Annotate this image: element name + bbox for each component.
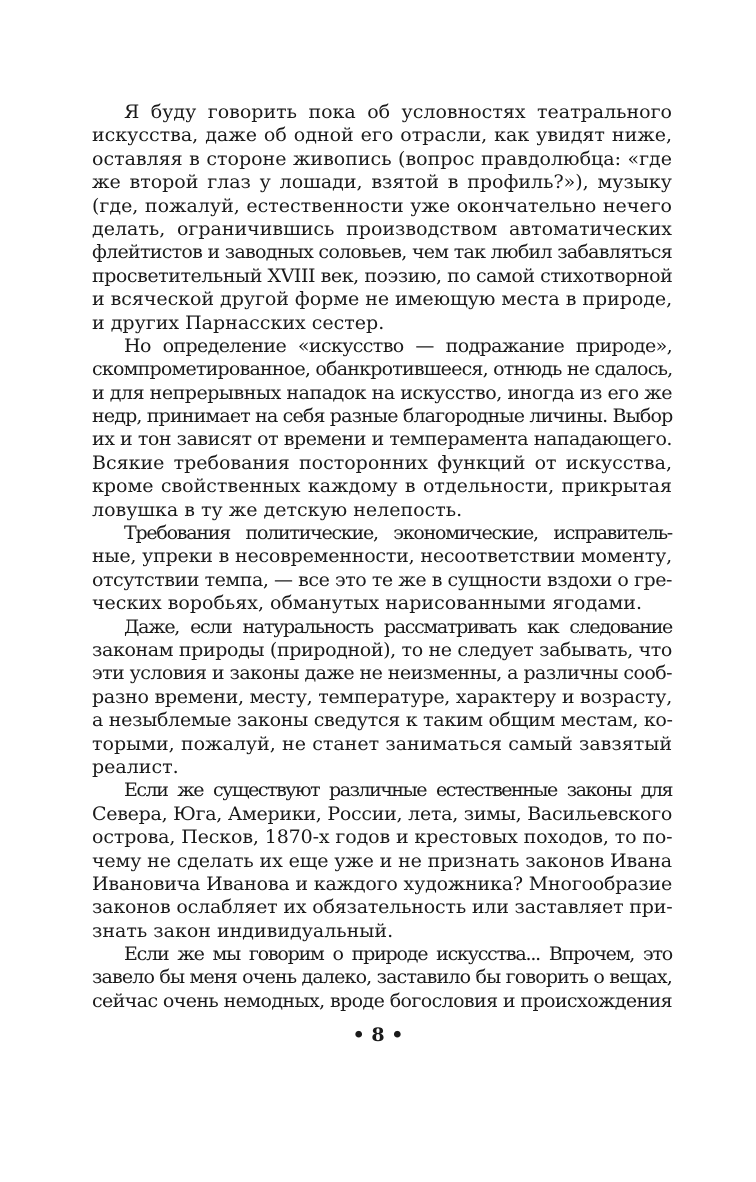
text-line: эти условия и законы даже не неизменны, а различны сооб- bbox=[92, 662, 673, 685]
text-line: скомпрометированное, обанкротившееся, отнюдь не сдалось, bbox=[92, 358, 673, 381]
text-line: ловушка в ту же детскую нелепость. bbox=[92, 498, 463, 521]
text-line: делать, ограничившись производством автоматических bbox=[92, 217, 672, 240]
text-line: их и тон зависят от времени и темперамента нападающего. bbox=[92, 428, 672, 451]
paragraph bbox=[92, 335, 672, 522]
text-line: и других Парнасских сестер. bbox=[92, 311, 385, 334]
text-line: отсутствии темпа, — все это те же в сущности вздохи о гре- bbox=[92, 568, 673, 591]
text-line: Но определение «искусство — подражание природе», bbox=[124, 334, 672, 357]
text-line: же второй глаз у лошади, взятой в профиль?»), музыку bbox=[92, 171, 672, 194]
text-line: и всяческой другой форме не имеющую места в природе, bbox=[92, 288, 673, 311]
text-line: разно времени, месту, температуре, характеру и возрасту, bbox=[92, 685, 672, 708]
text-line: сейчас очень немодных, вроде богословия и происхождения bbox=[92, 989, 673, 1012]
text-line: (где, пожалуй, естественности уже окончательно нечего bbox=[92, 194, 672, 217]
text-line: ные, упреки в несовременности, несоответствии моменту, bbox=[92, 545, 672, 568]
paragraph bbox=[92, 101, 672, 335]
paragraph bbox=[92, 779, 672, 943]
text-line: знать закон индивидуальный. bbox=[92, 919, 394, 942]
text-line: недр, принимает на себя разные благородные личины. Выбор bbox=[92, 405, 673, 428]
text-line: Всякие требования посторонних функций от искусства, bbox=[92, 451, 672, 474]
text-line: Севера, Юга, Америки, России, лета, зимы, Васильевского bbox=[92, 802, 672, 825]
text-line: законам природы (природной), то не следует забывать, что bbox=[92, 638, 672, 661]
body-text bbox=[92, 101, 672, 1013]
text-line: чему не сделать их еще уже и не признать законов Ивана bbox=[92, 849, 672, 872]
text-line: острова, Песков, 1870-х годов и крестовых походов, то по- bbox=[92, 826, 673, 849]
text-line: просветительный XVIII век, поэзию, по самой стихотворной bbox=[92, 264, 673, 287]
text-line: искусства, даже об одной его отрасли, как увидят ниже, bbox=[92, 124, 672, 147]
text-line: ческих воробьях, обманутых нарисованными ягодами. bbox=[92, 592, 642, 615]
text-line: Требования политические, экономические, исправитель- bbox=[124, 522, 672, 545]
text-line: Ивановича Иванова и каждого художника? Многообразие bbox=[92, 872, 672, 895]
text-line: законов ослабляет их обязательность или заставляет при- bbox=[92, 896, 673, 919]
text-line: и для непрерывных нападок на искусство, иногда из его же bbox=[92, 381, 672, 404]
text-line: торыми, пожалуй, не станет заниматься самый завзятый bbox=[92, 732, 672, 755]
text-line: кроме свойственных каждому в отдельности, прикрытая bbox=[92, 475, 672, 498]
text-line: Даже, если натуральность рассматривать как следование bbox=[124, 615, 672, 638]
page-number: • 8 • bbox=[352, 1024, 404, 1046]
text-line: Я буду говорить пока об условностях театрального bbox=[124, 101, 672, 123]
text-line: Если же мы говорим о природе искусства... Впрочем, это bbox=[124, 943, 672, 966]
text-line: а незыблемые законы сведутся к таким общим местам, ко- bbox=[92, 709, 673, 732]
text-line: завело бы меня очень далеко, заставило бы говорить о вещах, bbox=[92, 966, 672, 989]
text-line: оставляя в стороне живопись (вопрос правдолюбца: «где bbox=[92, 147, 672, 170]
paragraph bbox=[92, 943, 672, 1013]
text-line: флейтистов и заводных соловьев, чем так любил забавляться bbox=[92, 241, 672, 264]
paragraph bbox=[92, 616, 672, 780]
paragraph bbox=[92, 522, 672, 616]
text-line: Если же существуют различные естественные законы для bbox=[124, 779, 672, 802]
text-line: реалист. bbox=[92, 755, 179, 778]
